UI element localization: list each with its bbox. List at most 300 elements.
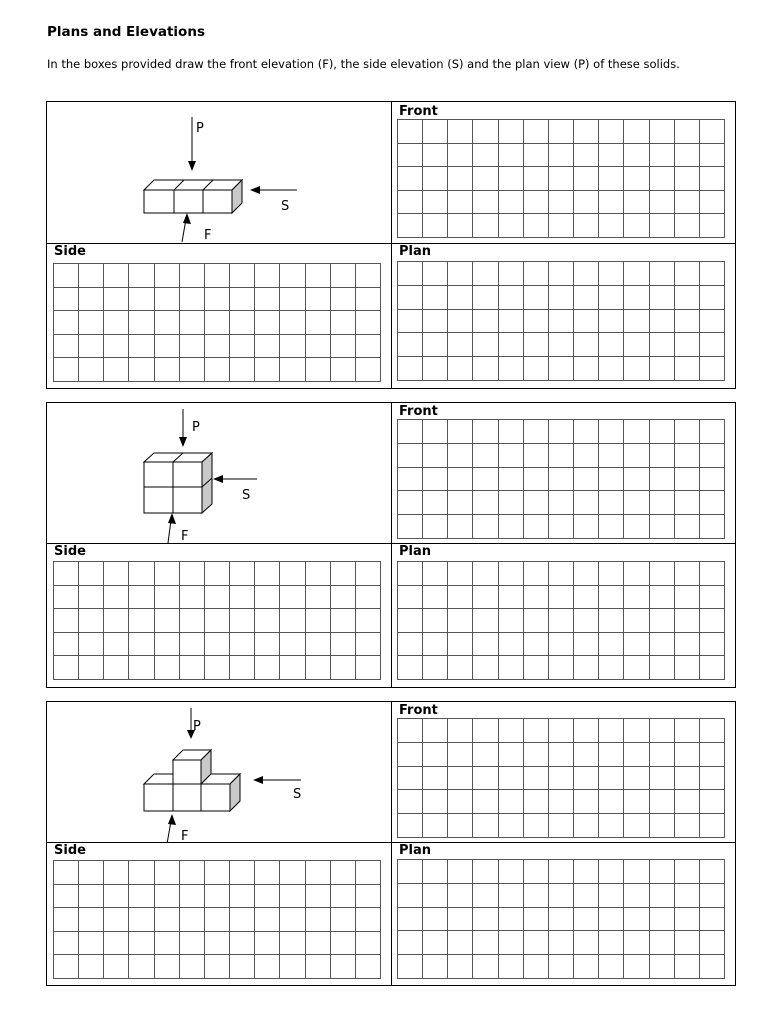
- grid-cell[interactable]: [549, 310, 574, 334]
- grid-cell[interactable]: [205, 358, 230, 382]
- grid-cell[interactable]: [675, 144, 700, 168]
- grid-cell[interactable]: [499, 790, 524, 814]
- grid-cell[interactable]: [700, 444, 725, 468]
- grid-cell[interactable]: [549, 120, 574, 144]
- grid-cell[interactable]: [473, 333, 498, 357]
- grid-cell[interactable]: [650, 357, 675, 381]
- grid-cell[interactable]: [129, 288, 154, 312]
- grid-cell[interactable]: [650, 562, 675, 586]
- grid-cell[interactable]: [675, 908, 700, 932]
- grid-cell[interactable]: [331, 288, 356, 312]
- grid-cell[interactable]: [675, 167, 700, 191]
- grid-cell[interactable]: [129, 932, 154, 956]
- grid-cell[interactable]: [574, 562, 599, 586]
- grid-cell[interactable]: [574, 167, 599, 191]
- grid-cell[interactable]: [129, 955, 154, 979]
- grid-cell[interactable]: [448, 860, 473, 884]
- grid-cell[interactable]: [448, 120, 473, 144]
- grid-cell[interactable]: [423, 144, 448, 168]
- grid-cell[interactable]: [331, 586, 356, 610]
- grid-cell[interactable]: [180, 908, 205, 932]
- grid-cell[interactable]: [499, 310, 524, 334]
- grid-cell[interactable]: [398, 931, 423, 955]
- grid-cell[interactable]: [650, 884, 675, 908]
- grid-cell[interactable]: [599, 814, 624, 838]
- grid-cell[interactable]: [54, 311, 79, 335]
- grid-cell[interactable]: [549, 656, 574, 680]
- grid-cell[interactable]: [230, 311, 255, 335]
- grid-cell[interactable]: [549, 908, 574, 932]
- grid-cell[interactable]: [574, 884, 599, 908]
- grid-cell[interactable]: [700, 562, 725, 586]
- grid-cell[interactable]: [423, 262, 448, 286]
- grid-cell[interactable]: [574, 814, 599, 838]
- grid-cell[interactable]: [356, 288, 381, 312]
- grid-cell[interactable]: [599, 167, 624, 191]
- grid-cell[interactable]: [423, 120, 448, 144]
- grid-cell[interactable]: [398, 491, 423, 515]
- grid-cell[interactable]: [155, 885, 180, 909]
- grid-cell[interactable]: [306, 885, 331, 909]
- grid-cell[interactable]: [356, 586, 381, 610]
- grid-cell[interactable]: [205, 656, 230, 680]
- grid-cell[interactable]: [104, 609, 129, 633]
- grid-cell[interactable]: [230, 562, 255, 586]
- grid-cell[interactable]: [675, 955, 700, 979]
- grid-cell[interactable]: [423, 586, 448, 610]
- grid-cell[interactable]: [700, 955, 725, 979]
- grid-cell[interactable]: [524, 515, 549, 539]
- grid-cell[interactable]: [331, 908, 356, 932]
- grid-cell[interactable]: [331, 264, 356, 288]
- front-answer-grid[interactable]: [397, 119, 725, 238]
- grid-cell[interactable]: [499, 214, 524, 238]
- grid-cell[interactable]: [331, 656, 356, 680]
- grid-cell[interactable]: [524, 586, 549, 610]
- grid-cell[interactable]: [624, 656, 649, 680]
- grid-cell[interactable]: [499, 357, 524, 381]
- grid-cell[interactable]: [423, 333, 448, 357]
- grid-cell[interactable]: [599, 333, 624, 357]
- grid-cell[interactable]: [129, 335, 154, 359]
- grid-cell[interactable]: [79, 955, 104, 979]
- grid-cell[interactable]: [155, 609, 180, 633]
- grid-cell[interactable]: [524, 468, 549, 492]
- grid-cell[interactable]: [448, 790, 473, 814]
- grid-cell[interactable]: [650, 814, 675, 838]
- grid-cell[interactable]: [624, 357, 649, 381]
- grid-cell[interactable]: [574, 767, 599, 791]
- grid-cell[interactable]: [129, 609, 154, 633]
- grid-cell[interactable]: [356, 335, 381, 359]
- grid-cell[interactable]: [255, 932, 280, 956]
- grid-cell[interactable]: [129, 908, 154, 932]
- grid-cell[interactable]: [499, 191, 524, 215]
- grid-cell[interactable]: [79, 335, 104, 359]
- grid-cell[interactable]: [205, 861, 230, 885]
- grid-cell[interactable]: [448, 767, 473, 791]
- grid-cell[interactable]: [524, 144, 549, 168]
- grid-cell[interactable]: [255, 861, 280, 885]
- grid-cell[interactable]: [675, 767, 700, 791]
- grid-cell[interactable]: [599, 515, 624, 539]
- grid-cell[interactable]: [624, 144, 649, 168]
- grid-cell[interactable]: [356, 955, 381, 979]
- grid-cell[interactable]: [624, 262, 649, 286]
- grid-cell[interactable]: [700, 609, 725, 633]
- grid-cell[interactable]: [499, 167, 524, 191]
- grid-cell[interactable]: [599, 908, 624, 932]
- grid-cell[interactable]: [104, 264, 129, 288]
- grid-cell[interactable]: [650, 609, 675, 633]
- grid-cell[interactable]: [549, 884, 574, 908]
- grid-cell[interactable]: [499, 656, 524, 680]
- grid-cell[interactable]: [398, 908, 423, 932]
- grid-cell[interactable]: [280, 932, 305, 956]
- grid-cell[interactable]: [356, 358, 381, 382]
- grid-cell[interactable]: [448, 214, 473, 238]
- grid-cell[interactable]: [398, 214, 423, 238]
- grid-cell[interactable]: [599, 767, 624, 791]
- grid-cell[interactable]: [624, 333, 649, 357]
- grid-cell[interactable]: [280, 311, 305, 335]
- grid-cell[interactable]: [499, 286, 524, 310]
- grid-cell[interactable]: [129, 358, 154, 382]
- grid-cell[interactable]: [473, 310, 498, 334]
- grid-cell[interactable]: [306, 358, 331, 382]
- grid-cell[interactable]: [624, 767, 649, 791]
- grid-cell[interactable]: [675, 790, 700, 814]
- grid-cell[interactable]: [423, 167, 448, 191]
- grid-cell[interactable]: [180, 264, 205, 288]
- grid-cell[interactable]: [700, 310, 725, 334]
- grid-cell[interactable]: [448, 262, 473, 286]
- grid-cell[interactable]: [624, 310, 649, 334]
- grid-cell[interactable]: [423, 191, 448, 215]
- grid-cell[interactable]: [448, 286, 473, 310]
- grid-cell[interactable]: [675, 586, 700, 610]
- grid-cell[interactable]: [356, 861, 381, 885]
- grid-cell[interactable]: [423, 420, 448, 444]
- grid-cell[interactable]: [331, 932, 356, 956]
- grid-cell[interactable]: [624, 790, 649, 814]
- grid-cell[interactable]: [624, 633, 649, 657]
- grid-cell[interactable]: [524, 357, 549, 381]
- front-answer-grid[interactable]: [397, 419, 725, 539]
- grid-cell[interactable]: [700, 908, 725, 932]
- grid-cell[interactable]: [423, 214, 448, 238]
- grid-cell[interactable]: [280, 288, 305, 312]
- grid-cell[interactable]: [230, 861, 255, 885]
- grid-cell[interactable]: [398, 191, 423, 215]
- grid-cell[interactable]: [524, 719, 549, 743]
- grid-cell[interactable]: [423, 790, 448, 814]
- grid-cell[interactable]: [255, 633, 280, 657]
- grid-cell[interactable]: [205, 562, 230, 586]
- grid-cell[interactable]: [356, 908, 381, 932]
- grid-cell[interactable]: [650, 286, 675, 310]
- grid-cell[interactable]: [524, 931, 549, 955]
- grid-cell[interactable]: [255, 955, 280, 979]
- grid-cell[interactable]: [205, 311, 230, 335]
- grid-cell[interactable]: [700, 586, 725, 610]
- grid-cell[interactable]: [650, 214, 675, 238]
- grid-cell[interactable]: [398, 955, 423, 979]
- grid-cell[interactable]: [306, 609, 331, 633]
- grid-cell[interactable]: [423, 884, 448, 908]
- grid-cell[interactable]: [398, 515, 423, 539]
- grid-cell[interactable]: [306, 908, 331, 932]
- grid-cell[interactable]: [306, 311, 331, 335]
- plan-answer-grid[interactable]: [397, 859, 725, 979]
- grid-cell[interactable]: [423, 860, 448, 884]
- grid-cell[interactable]: [448, 357, 473, 381]
- grid-cell[interactable]: [280, 358, 305, 382]
- grid-cell[interactable]: [473, 586, 498, 610]
- grid-cell[interactable]: [255, 908, 280, 932]
- grid-cell[interactable]: [524, 790, 549, 814]
- grid-cell[interactable]: [574, 444, 599, 468]
- grid-cell[interactable]: [599, 310, 624, 334]
- grid-cell[interactable]: [524, 814, 549, 838]
- grid-cell[interactable]: [104, 288, 129, 312]
- grid-cell[interactable]: [700, 491, 725, 515]
- grid-cell[interactable]: [599, 884, 624, 908]
- grid-cell[interactable]: [54, 955, 79, 979]
- grid-cell[interactable]: [624, 931, 649, 955]
- grid-cell[interactable]: [599, 491, 624, 515]
- grid-cell[interactable]: [599, 444, 624, 468]
- grid-cell[interactable]: [624, 860, 649, 884]
- grid-cell[interactable]: [129, 562, 154, 586]
- grid-cell[interactable]: [448, 491, 473, 515]
- grid-cell[interactable]: [675, 214, 700, 238]
- grid-cell[interactable]: [675, 120, 700, 144]
- grid-cell[interactable]: [155, 264, 180, 288]
- grid-cell[interactable]: [700, 333, 725, 357]
- grid-cell[interactable]: [104, 335, 129, 359]
- grid-cell[interactable]: [675, 491, 700, 515]
- grid-cell[interactable]: [599, 790, 624, 814]
- grid-cell[interactable]: [549, 562, 574, 586]
- grid-cell[interactable]: [280, 609, 305, 633]
- grid-cell[interactable]: [700, 931, 725, 955]
- grid-cell[interactable]: [79, 586, 104, 610]
- grid-cell[interactable]: [448, 310, 473, 334]
- grid-cell[interactable]: [574, 468, 599, 492]
- grid-cell[interactable]: [524, 262, 549, 286]
- grid-cell[interactable]: [624, 562, 649, 586]
- grid-cell[interactable]: [624, 167, 649, 191]
- grid-cell[interactable]: [104, 633, 129, 657]
- side-answer-grid[interactable]: [53, 561, 381, 680]
- grid-cell[interactable]: [624, 120, 649, 144]
- grid-cell[interactable]: [280, 586, 305, 610]
- grid-cell[interactable]: [180, 358, 205, 382]
- grid-cell[interactable]: [255, 885, 280, 909]
- grid-cell[interactable]: [255, 264, 280, 288]
- grid-cell[interactable]: [524, 214, 549, 238]
- grid-cell[interactable]: [205, 264, 230, 288]
- grid-cell[interactable]: [499, 814, 524, 838]
- grid-cell[interactable]: [574, 609, 599, 633]
- grid-cell[interactable]: [423, 562, 448, 586]
- grid-cell[interactable]: [54, 609, 79, 633]
- grid-cell[interactable]: [574, 586, 599, 610]
- grid-cell[interactable]: [549, 955, 574, 979]
- grid-cell[interactable]: [230, 586, 255, 610]
- grid-cell[interactable]: [306, 633, 331, 657]
- grid-cell[interactable]: [180, 861, 205, 885]
- grid-cell[interactable]: [230, 656, 255, 680]
- grid-cell[interactable]: [448, 908, 473, 932]
- grid-cell[interactable]: [524, 743, 549, 767]
- grid-cell[interactable]: [155, 955, 180, 979]
- grid-cell[interactable]: [104, 932, 129, 956]
- grid-cell[interactable]: [650, 656, 675, 680]
- grid-cell[interactable]: [306, 335, 331, 359]
- grid-cell[interactable]: [700, 719, 725, 743]
- grid-cell[interactable]: [423, 656, 448, 680]
- grid-cell[interactable]: [398, 790, 423, 814]
- grid-cell[interactable]: [398, 609, 423, 633]
- grid-cell[interactable]: [473, 743, 498, 767]
- grid-cell[interactable]: [448, 144, 473, 168]
- grid-cell[interactable]: [473, 931, 498, 955]
- grid-cell[interactable]: [574, 310, 599, 334]
- plan-answer-grid[interactable]: [397, 561, 725, 680]
- grid-cell[interactable]: [549, 144, 574, 168]
- grid-cell[interactable]: [574, 743, 599, 767]
- grid-cell[interactable]: [650, 491, 675, 515]
- grid-cell[interactable]: [356, 562, 381, 586]
- grid-cell[interactable]: [129, 861, 154, 885]
- grid-cell[interactable]: [650, 120, 675, 144]
- grid-cell[interactable]: [54, 264, 79, 288]
- grid-cell[interactable]: [473, 719, 498, 743]
- grid-cell[interactable]: [473, 468, 498, 492]
- grid-cell[interactable]: [205, 955, 230, 979]
- grid-cell[interactable]: [574, 860, 599, 884]
- grid-cell[interactable]: [104, 562, 129, 586]
- grid-cell[interactable]: [700, 144, 725, 168]
- grid-cell[interactable]: [255, 358, 280, 382]
- grid-cell[interactable]: [104, 311, 129, 335]
- grid-cell[interactable]: [180, 562, 205, 586]
- grid-cell[interactable]: [54, 861, 79, 885]
- grid-cell[interactable]: [499, 931, 524, 955]
- grid-cell[interactable]: [624, 908, 649, 932]
- grid-cell[interactable]: [599, 656, 624, 680]
- grid-cell[interactable]: [574, 656, 599, 680]
- grid-cell[interactable]: [574, 790, 599, 814]
- grid-cell[interactable]: [331, 358, 356, 382]
- grid-cell[interactable]: [624, 214, 649, 238]
- grid-cell[interactable]: [54, 358, 79, 382]
- grid-cell[interactable]: [205, 908, 230, 932]
- grid-cell[interactable]: [230, 288, 255, 312]
- grid-cell[interactable]: [331, 609, 356, 633]
- grid-cell[interactable]: [574, 262, 599, 286]
- grid-cell[interactable]: [398, 719, 423, 743]
- grid-cell[interactable]: [499, 860, 524, 884]
- grid-cell[interactable]: [700, 191, 725, 215]
- grid-cell[interactable]: [356, 633, 381, 657]
- grid-cell[interactable]: [356, 656, 381, 680]
- grid-cell[interactable]: [624, 743, 649, 767]
- grid-cell[interactable]: [473, 262, 498, 286]
- grid-cell[interactable]: [599, 262, 624, 286]
- grid-cell[interactable]: [255, 288, 280, 312]
- grid-cell[interactable]: [398, 743, 423, 767]
- grid-cell[interactable]: [104, 656, 129, 680]
- grid-cell[interactable]: [574, 420, 599, 444]
- grid-cell[interactable]: [650, 633, 675, 657]
- grid-cell[interactable]: [155, 586, 180, 610]
- front-answer-grid[interactable]: [397, 718, 725, 838]
- grid-cell[interactable]: [331, 562, 356, 586]
- grid-cell[interactable]: [650, 420, 675, 444]
- grid-cell[interactable]: [155, 861, 180, 885]
- grid-cell[interactable]: [650, 167, 675, 191]
- grid-cell[interactable]: [624, 515, 649, 539]
- grid-cell[interactable]: [524, 860, 549, 884]
- grid-cell[interactable]: [230, 633, 255, 657]
- grid-cell[interactable]: [549, 420, 574, 444]
- grid-cell[interactable]: [448, 586, 473, 610]
- grid-cell[interactable]: [423, 931, 448, 955]
- grid-cell[interactable]: [230, 955, 255, 979]
- grid-cell[interactable]: [499, 743, 524, 767]
- grid-cell[interactable]: [650, 908, 675, 932]
- grid-cell[interactable]: [180, 955, 205, 979]
- grid-cell[interactable]: [448, 191, 473, 215]
- grid-cell[interactable]: [473, 790, 498, 814]
- grid-cell[interactable]: [306, 955, 331, 979]
- grid-cell[interactable]: [675, 444, 700, 468]
- grid-cell[interactable]: [205, 633, 230, 657]
- grid-cell[interactable]: [79, 562, 104, 586]
- grid-cell[interactable]: [205, 335, 230, 359]
- grid-cell[interactable]: [675, 262, 700, 286]
- grid-cell[interactable]: [675, 333, 700, 357]
- grid-cell[interactable]: [306, 562, 331, 586]
- grid-cell[interactable]: [700, 814, 725, 838]
- grid-cell[interactable]: [473, 814, 498, 838]
- grid-cell[interactable]: [448, 884, 473, 908]
- grid-cell[interactable]: [624, 286, 649, 310]
- grid-cell[interactable]: [599, 743, 624, 767]
- grid-cell[interactable]: [700, 633, 725, 657]
- grid-cell[interactable]: [700, 420, 725, 444]
- grid-cell[interactable]: [331, 633, 356, 657]
- grid-cell[interactable]: [180, 311, 205, 335]
- grid-cell[interactable]: [398, 468, 423, 492]
- grid-cell[interactable]: [549, 633, 574, 657]
- grid-cell[interactable]: [79, 861, 104, 885]
- grid-cell[interactable]: [155, 633, 180, 657]
- grid-cell[interactable]: [448, 515, 473, 539]
- grid-cell[interactable]: [331, 861, 356, 885]
- grid-cell[interactable]: [524, 420, 549, 444]
- grid-cell[interactable]: [549, 357, 574, 381]
- grid-cell[interactable]: [574, 633, 599, 657]
- grid-cell[interactable]: [331, 885, 356, 909]
- grid-cell[interactable]: [675, 884, 700, 908]
- grid-cell[interactable]: [499, 515, 524, 539]
- grid-cell[interactable]: [473, 444, 498, 468]
- grid-cell[interactable]: [524, 491, 549, 515]
